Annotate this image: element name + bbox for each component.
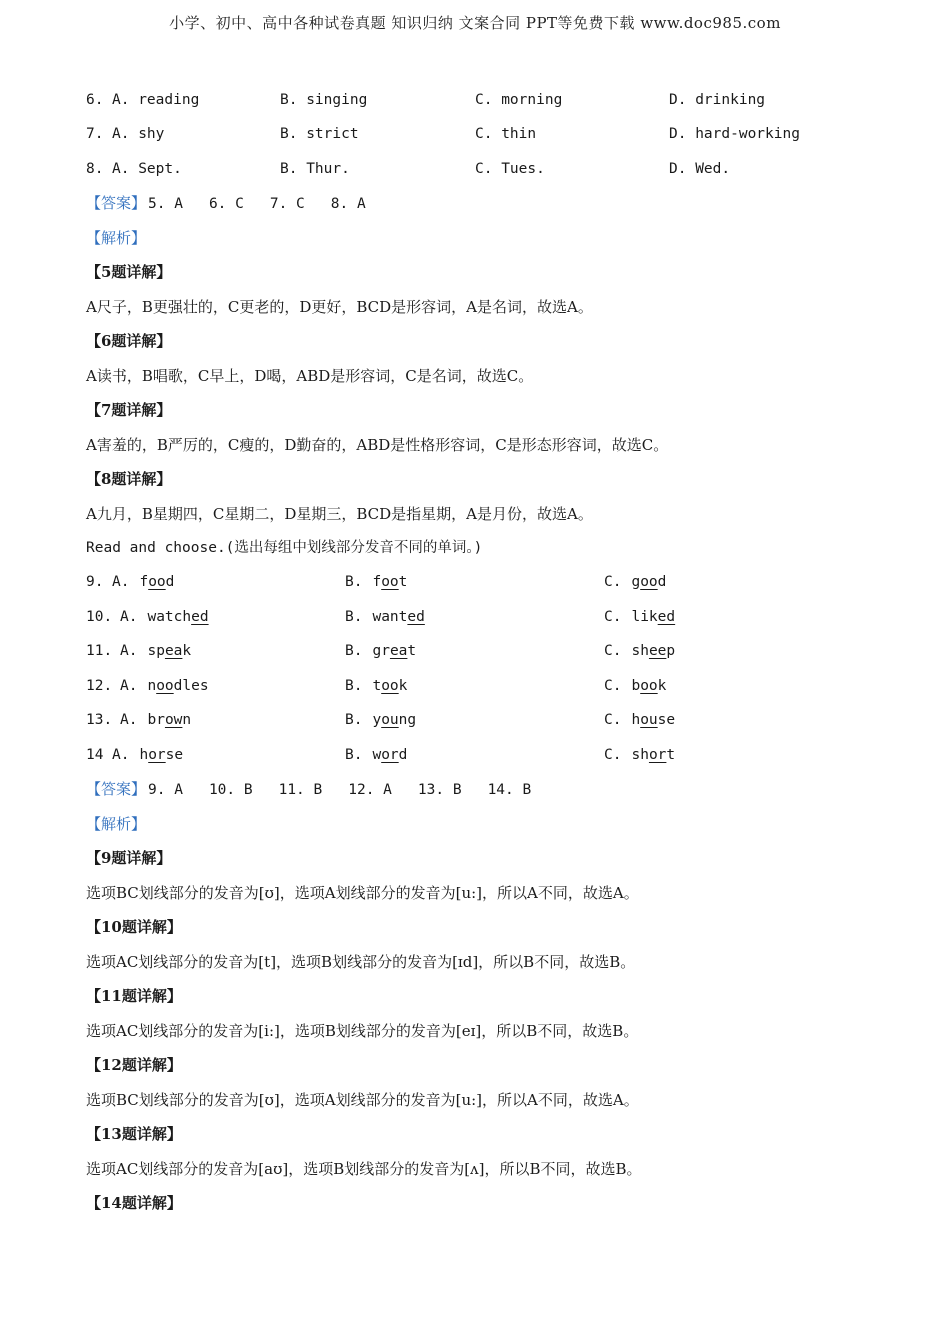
detail-title-8: 【8题详解】 [86, 470, 172, 488]
analysis-tag-2: 【解析】 [86, 815, 147, 833]
question-number: 9. [86, 574, 104, 590]
option-c: C. morning [475, 92, 563, 108]
option-a: A. shy [112, 126, 165, 142]
option-b: B. word [345, 747, 408, 763]
underlined-letters: or [381, 747, 399, 763]
option-c: C. sheep [604, 643, 676, 659]
detail-text-7: A害羞的，B严厉的，C瘦的，D勤奋的，ABD是性格形容词，C是形态形容词，故选C。 [86, 436, 669, 454]
option-b: B. Thur. [280, 161, 350, 177]
question-number: 8. [86, 161, 104, 177]
answer-line-2 [86, 779, 557, 800]
underlined-letters: or [148, 747, 166, 763]
option-a: A. watched [120, 609, 209, 625]
option-b: B. young [345, 712, 417, 728]
underlined-letters: oo [640, 574, 658, 590]
option-c: C. short [604, 747, 676, 763]
option-a: A. Sept. [112, 161, 182, 177]
option-b: B. wanted [345, 609, 425, 625]
option-c: C. Tues. [475, 161, 545, 177]
answer-tag: 【答案】 [86, 780, 147, 798]
underlined-letters: oo [381, 678, 399, 694]
underlined-letters: ee [648, 643, 667, 659]
detail-title-10: 【10题详解】 [86, 918, 182, 936]
section-title: Read and choose.(选出每组中划线部分发音不同的单词。) [86, 540, 483, 556]
underlined-letters: ea [164, 643, 183, 659]
option-a: A. noodles [120, 678, 209, 694]
detail-title-5: 【5题详解】 [86, 263, 172, 281]
option-a: A. brown [120, 712, 192, 728]
underlined-letters: ou [640, 712, 658, 728]
analysis-tag: 【解析】 [86, 229, 147, 247]
question-number: 10. [86, 609, 113, 625]
option-b: B. great [345, 643, 417, 659]
underlined-letters: oo [148, 574, 166, 590]
question-number: 13. [86, 712, 113, 728]
underlined-letters: oo [640, 678, 658, 694]
detail-text-11: 选项AC划线部分的发音为[i:]，选项B划线部分的发音为[eɪ]，所以B不同，故选B。 [86, 1022, 639, 1040]
option-b: B. strict [280, 126, 359, 142]
underlined-letters: ou [381, 712, 399, 728]
detail-title-11: 【11题详解】 [86, 987, 182, 1005]
option-d: D. Wed. [669, 161, 731, 177]
option-a: A. horse [112, 747, 184, 763]
answer-values: 9. A 10. B 11. B 12. A 13. B 14. B [148, 782, 532, 798]
detail-text-8: A九月，B星期四，C星期二，D星期三，BCD是指星期，A是月份，故选A。 [86, 505, 593, 523]
detail-title-7: 【7题详解】 [86, 401, 172, 419]
answer-line-1 [86, 193, 392, 214]
underlined-letters: oo [156, 678, 174, 694]
underlined-letters: ea [389, 643, 408, 659]
question-number: 12. [86, 678, 113, 694]
answer-tag: 【答案】 [86, 194, 147, 212]
answer-values: 5. A 6. C 7. C 8. A [148, 196, 366, 212]
detail-text-5: A尺子，B更强壮的，C更老的，D更好，BCD是形容词，A是名词，故选A。 [86, 298, 593, 316]
option-a: A. speak [120, 643, 192, 659]
option-d: D. hard-working [669, 126, 800, 142]
detail-title-6: 【6题详解】 [86, 332, 172, 350]
page-header: 小学、初中、高中各种试卷真题 知识归纳 文案合同 PPT等免费下载 www.doc985.com [169, 14, 781, 32]
detail-title-14: 【14题详解】 [86, 1194, 182, 1212]
option-a: A. food [112, 574, 175, 590]
question-number: 11. [86, 643, 113, 659]
detail-text-12: 选项BC划线部分的发音为[ʊ]，选项A划线部分的发音为[u:]，所以A不同，故选A。 [86, 1091, 639, 1109]
detail-text-10: 选项AC划线部分的发音为[t]，选项B划线部分的发音为[ɪd]，所以B不同，故选B。 [86, 953, 636, 971]
option-c: C. thin [475, 126, 537, 142]
underlined-letters: ed [191, 609, 209, 625]
option-d: D. drinking [669, 92, 766, 108]
detail-title-9: 【9题详解】 [86, 849, 172, 867]
option-c: C. good [604, 574, 667, 590]
option-c: C. book [604, 678, 667, 694]
question-number: 7. [86, 126, 104, 142]
underlined-letters: ed [407, 609, 425, 625]
detail-text-13: 选项AC划线部分的发音为[aʊ]，选项B划线部分的发音为[ʌ]，所以B不同，故选B。 [86, 1160, 642, 1178]
option-a: A. reading [112, 92, 200, 108]
underlined-letters: oo [381, 574, 399, 590]
detail-title-13: 【13题详解】 [86, 1125, 182, 1143]
option-c: C. house [604, 712, 676, 728]
detail-text-6: A读书，B唱歌，C早上，D喝，ABD是形容词，C是名词，故选C。 [86, 367, 534, 385]
detail-title-12: 【12题详解】 [86, 1056, 182, 1074]
question-number: 14 [86, 747, 104, 763]
underlined-letters: ed [657, 609, 676, 625]
underlined-letters: or [648, 747, 667, 763]
option-c: C. liked [604, 609, 676, 625]
option-b: B. foot [345, 574, 408, 590]
question-number: 6. [86, 92, 104, 108]
option-b: B. took [345, 678, 408, 694]
detail-text-9: 选项BC划线部分的发音为[ʊ]，选项A划线部分的发音为[u:]，所以A不同，故选A。 [86, 884, 639, 902]
underlined-letters: ow [164, 712, 183, 728]
option-b: B. singing [280, 92, 368, 108]
